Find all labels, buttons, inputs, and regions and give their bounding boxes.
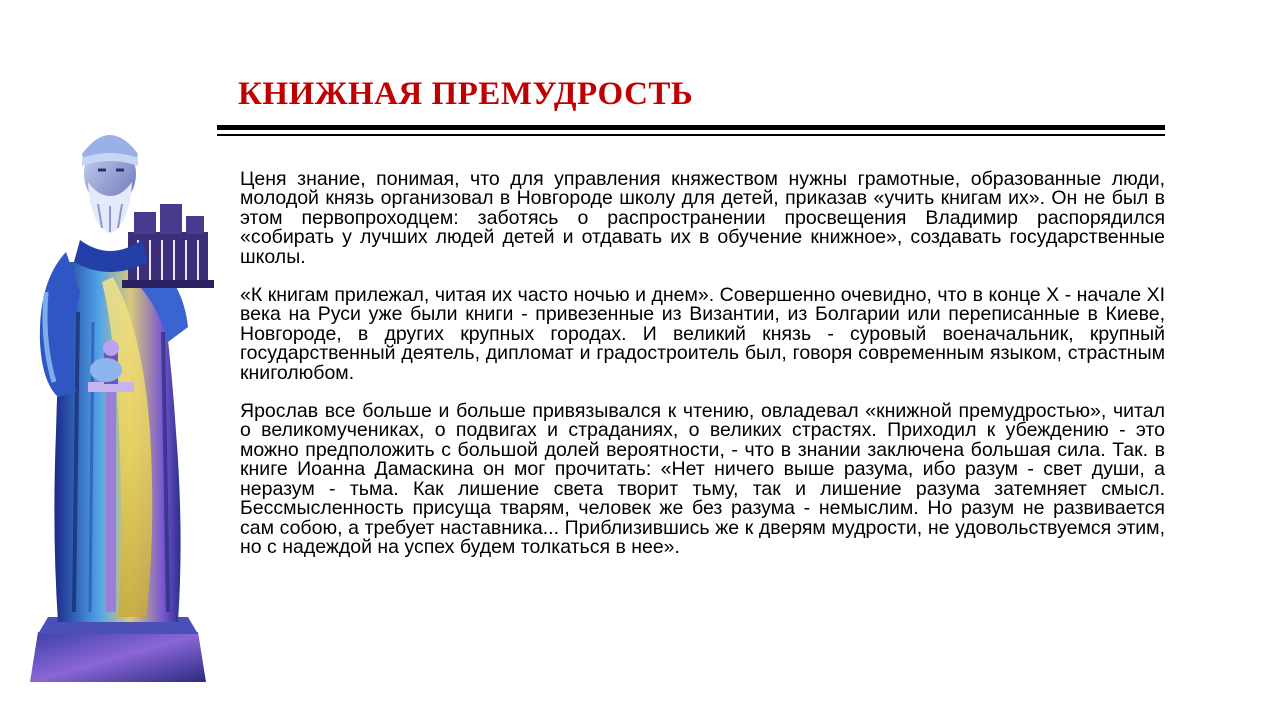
statue-illustration	[18, 112, 218, 682]
title-divider-thick	[217, 125, 1165, 130]
title-divider-thin	[217, 134, 1165, 136]
paragraph-3: Ярослав все больше и больше привязывался к чтению, овладевал «книжной премудростью», читал о великомучениках, о подвигах и страданиях, о великих страстях. Приходил к убеждению - это можно предположить с большой долей вероятности, - что в знании заключена большая сила. Так. в книге Иоанна Дамаскина он мог прочитать: «Нет ничего выше разума, ибо разум - свет души, а неразум - тьма. Как лишение света творит тьму, так и лишение разума затемняет смысл. Бессмысленность присуща тварям, человек же без разума - немыслим. Но разум не развивается сам собою, а требует наставника... Приблизившись же к дверям мудрости, не удовольствуемся этим, но с надеждой на успех будем толкаться в нее».	[240, 400, 1165, 558]
paragraph-2: «К книгам прилежал, читая их часто ночью и днем». Совершенно очевидно, что в конце X - начале XI века на Руси уже были книги - привезенные из Византии, из Болгарии или переписанные в Киеве, Новгороде, в других крупных городах. И великий князь - суровый военачальник, крупный государственный деятель, дипломат и градостроитель был, говоря современным языком, страстным книголюбом.	[240, 284, 1165, 384]
slide-title: КНИЖНАЯ ПРЕМУДРОСТЬ	[238, 76, 694, 112]
paragraph-1: Ценя знание, понимая, что для управления княжеством нужны грамотные, образованные люди, молодой князь организовал в Новгороде школу для детей, приказав «учить книгам их». Он не был в этом первопроходцем: заботясь о распространении просвещения Владимир распорядился «собирать у лучших людей детей и отдавать их в обучение книжное», создавать государственные школы.	[240, 168, 1165, 268]
body-text	[240, 170, 1165, 576]
